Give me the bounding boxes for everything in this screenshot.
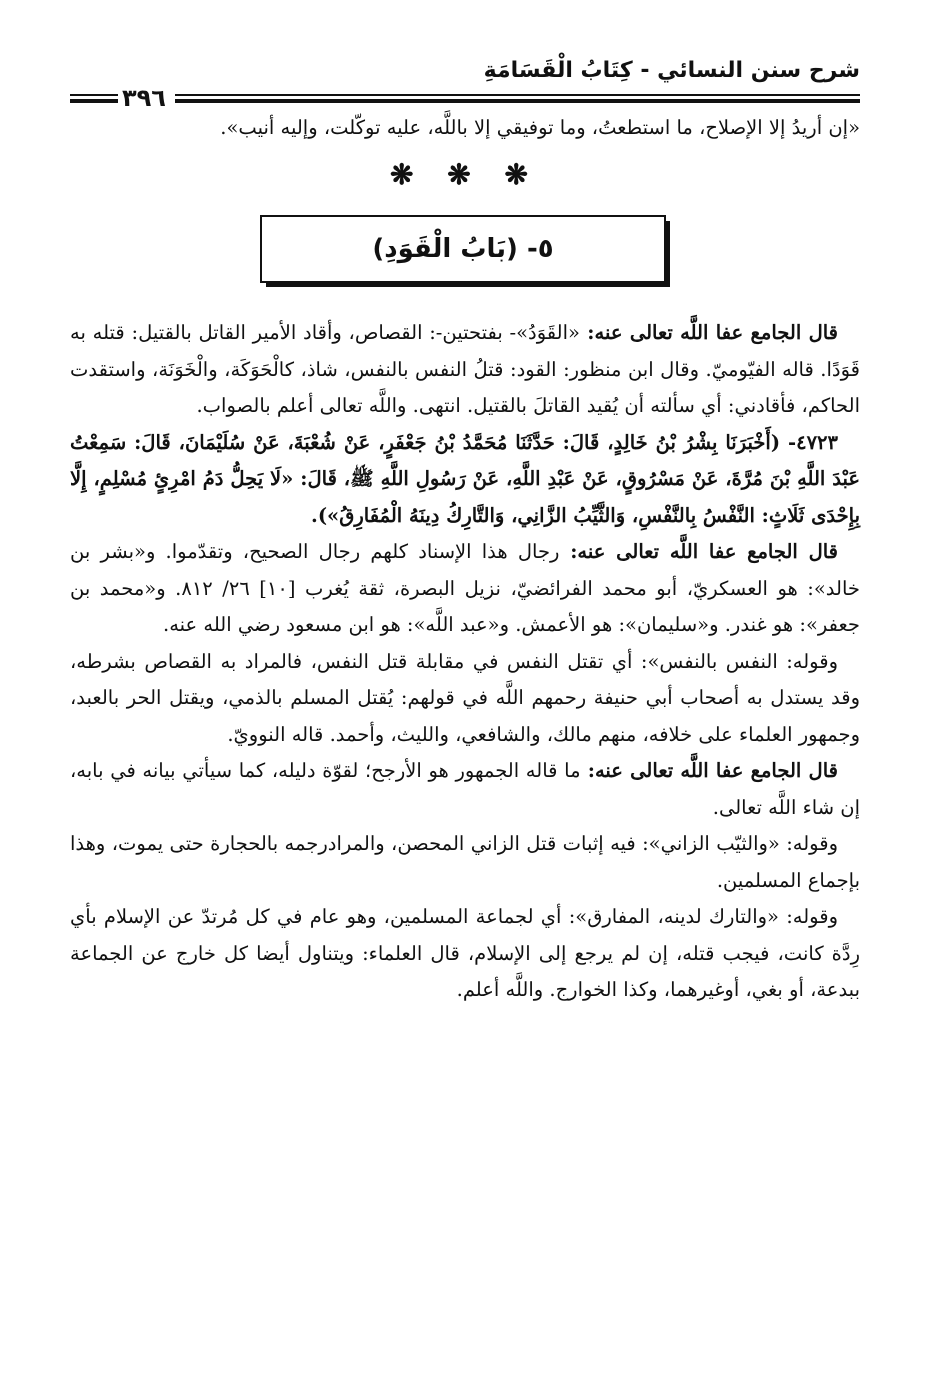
commentary-text: رجال هذا الإسناد كلهم رجال الصحيح، وتقدّموا. و«بشر بن خالد»: هو العسكريّ، أبو محمد الفرائضيّ، نزيل البصرة، ثقة يُغرب [١٠] ٢٦/ ٨١٢. و«محمد بن جعفر»: هو غندر. و«سليمان»: هو الأعمش. و«عبد اللَّه»: هو ابن مسعود رضي الله عنه. [70, 540, 860, 636]
intro-quote-line2: أنيب». [220, 116, 275, 139]
commentary-paragraph-2 [70, 534, 860, 644]
commentary-paragraph-5: وقوله: «والثيّب الزاني»: فيه إثبات قتل الزاني المحصن، والمرادرجمه بالحجارة حتى يموت، وهذا بإجماع المسلمين. [70, 832, 860, 892]
commentator-lead: قال الجامع عفا اللَّه تعالى عنه: [559, 540, 839, 563]
intro-quote-line1: «إن أريدُ إلا الإصلاح، ما استطعتُ، وما توفيقي إلا باللَّه، عليه توكّلت، وإليه [280, 116, 860, 139]
commentary-paragraph-1 [70, 315, 860, 425]
running-head [70, 40, 860, 112]
header-rule-thick [175, 99, 860, 103]
book-page [70, 40, 860, 1009]
section-separator: ❋ ❋ ❋ [390, 157, 540, 191]
commentator-lead: قال الجامع عفا اللَّه تعالى عنه: [580, 759, 838, 782]
chapter-heading-box [260, 215, 670, 287]
header-rule-thin [175, 94, 860, 96]
hadith-text: ٤٧٢٣- (أَخْبَرَنَا بِشْرُ بْنُ خَالِدٍ، قَالَ: حَدَّثَنَا مُحَمَّدُ بْنُ جَعْفَرٍ، عَنْ شُعْبَةَ، عَنْ سُلَيْمَانَ، قَالَ: سَمِعْتُ عَبْدَ اللَّهِ بْنَ مُرَّةَ، عَنْ مَسْرُوقٍ، عَنْ عَبْدِ اللَّهِ، عَنْ رَسُولِ اللَّهِ ﷺ، قَالَ: «لَا يَحِلُّ دَمُ امْرِئٍ مُسْلِمٍ، إِلَّا بِإِحْدَى ثَلَاثٍ: النَّفْسُ بِالنَّفْسِ، وَالثَّيِّبُ الزَّانِي، وَالتَّارِكُ دِينَهُ الْمُفَارِقُ»). [70, 430, 860, 527]
page-number: ٣٩٦ [122, 84, 166, 112]
header-rule-small-thin [70, 94, 118, 96]
commentary-paragraph-4 [70, 753, 860, 826]
header-rule-small-thick [70, 99, 118, 103]
running-title: شرح سنن النسائي - كِتَابُ الْقَسَامَةِ [483, 58, 860, 83]
commentary-text: ما قاله الجمهور هو الأرجح؛ لقوّة دليله، كما سيأتي بيانه في بابه، إن شاء اللَّه تعالى. [70, 759, 860, 819]
intro-quote [70, 110, 860, 147]
page-body [70, 110, 860, 1009]
commentator-lead: قال الجامع عفا اللَّه تعالى عنه: [579, 321, 839, 344]
commentary-paragraph-6: وقوله: «والتارك لدينه، المفارق»: أي لجماعة المسلمين، وهو عام في كل مُرتدّ عن الإسلام بأي رِدَّة كانت، فيجب قتله، إن لم يرجع إلى الإسلام، قال العلماء: ويتناول أيضا كل خارج عن الجماعة ببدعة، أو بغي، أوغيرهما، وكذا الخوارج. واللَّه أعلم. [70, 905, 860, 1001]
commentary-paragraph-3: وقوله: النفس بالنفس»: أي تقتل النفس في مقابلة قتل النفس، فالمراد به القصاص بشرطه، وقد يستدل به أصحاب أبي حنيفة رحمهم اللَّه في قولهم: يُقتل المسلم بالذمي، ويقتل الحر بالعبد، وجمهور العلماء على خلافه، منهم مالك، والشافعي، والليث، وأحمد. قاله النوويّ. [70, 649, 860, 746]
chapter-heading: ٥- (بَابُ الْقَوَدِ) [260, 215, 666, 283]
commentary-text: «القَوَدُ»- بفتحتين-: القصاص، وأقاد الأمير القاتل بالقتيل: قتله به قَوَدًا. قاله الفيّوميّ. وقال ابن منظور: القود: قتلُ النفس بالنفس، شاذ، كالْحَوَكَة، والْخَوَنَة، واستقدت الحاكم، فأقادني: أي سألته أن يُقيد القاتلَ بالقتيل. انتهى. واللَّه تعالى أعلم بالصواب. [70, 321, 860, 417]
